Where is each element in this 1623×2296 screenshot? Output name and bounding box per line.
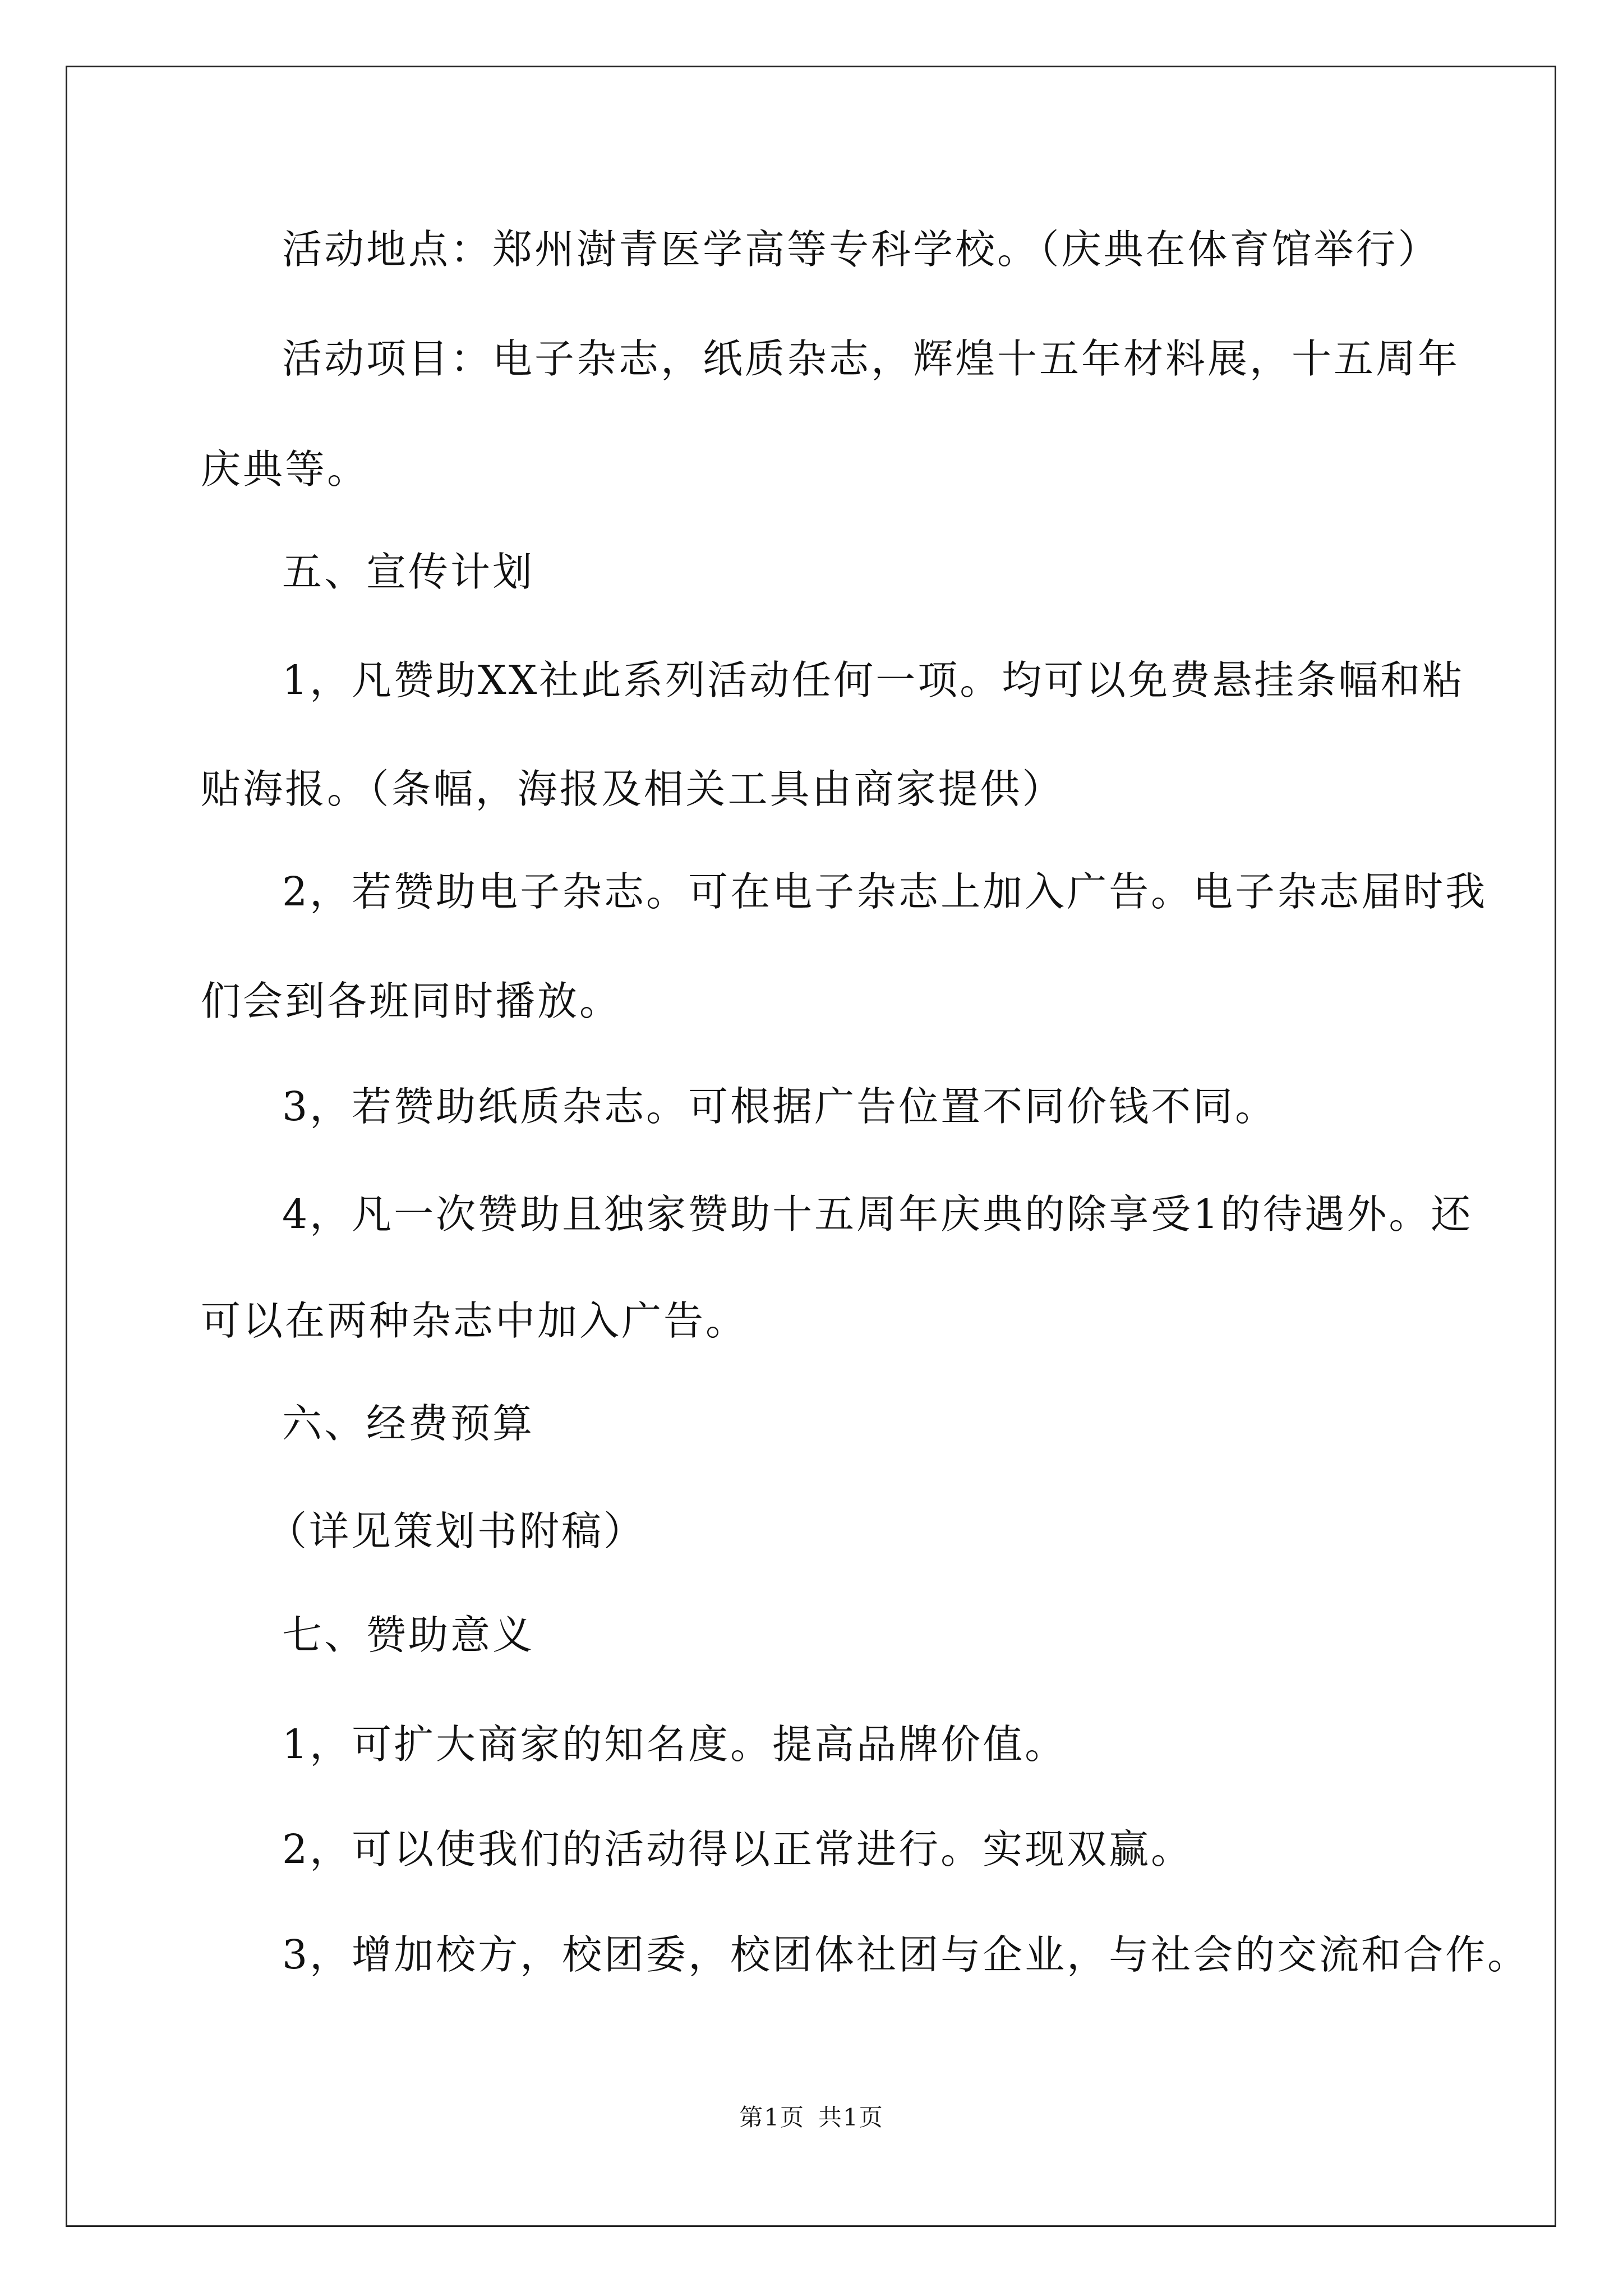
paragraph-line: 3，增加校方，校团委，校团体社团与企业，与社会的交流和合作。: [282, 1931, 1530, 1978]
paragraph-line: 活动地点：郑州澍青医学高等专科学校。（庆典在体育馆举行）: [282, 226, 1440, 273]
paragraph-line: 可以在两种杂志中加入广告。: [201, 1297, 748, 1344]
paragraph-line: 庆典等。: [201, 446, 370, 493]
section-heading: 六、经费预算: [282, 1400, 535, 1447]
paragraph-line: 1，可扩大商家的知名度。提高品牌价值。: [282, 1721, 1067, 1768]
section-heading: 五、宣传计划: [282, 549, 535, 595]
page-total: 共1页: [818, 2104, 884, 2131]
section-heading: 七、赞助意义: [282, 1612, 535, 1658]
paragraph-line: （详见策划书附稿）: [267, 1508, 646, 1554]
page-footer: [0, 2101, 1623, 2134]
paragraph-line: 3，若赞助纸质杂志。可根据广告位置不同价钱不同。: [282, 1083, 1278, 1130]
paragraph-line: 1，凡赞助XX社此系列活动任何一项。均可以免费悬挂条幅和粘: [282, 657, 1465, 703]
page-number: 第1页: [739, 2104, 805, 2131]
paragraph-line: 贴海报。（条幅，海报及相关工具由商家提供）: [201, 766, 1064, 812]
paragraph-line: 2，可以使我们的活动得以正常进行。实现双赢。: [282, 1826, 1193, 1872]
paragraph-line: 活动项目：电子杂志，纸质杂志，辉煌十五年材料展，十五周年: [282, 335, 1460, 382]
page-frame: [66, 66, 1556, 2227]
paragraph-line: 2，若赞助电子杂志。可在电子杂志上加入广告。电子杂志届时我: [282, 868, 1488, 915]
paragraph-line: 们会到各班同时播放。: [201, 978, 622, 1024]
paragraph-line: 4，凡一次赞助且独家赞助十五周年庆典的除享受1的待遇外。还: [282, 1191, 1473, 1237]
